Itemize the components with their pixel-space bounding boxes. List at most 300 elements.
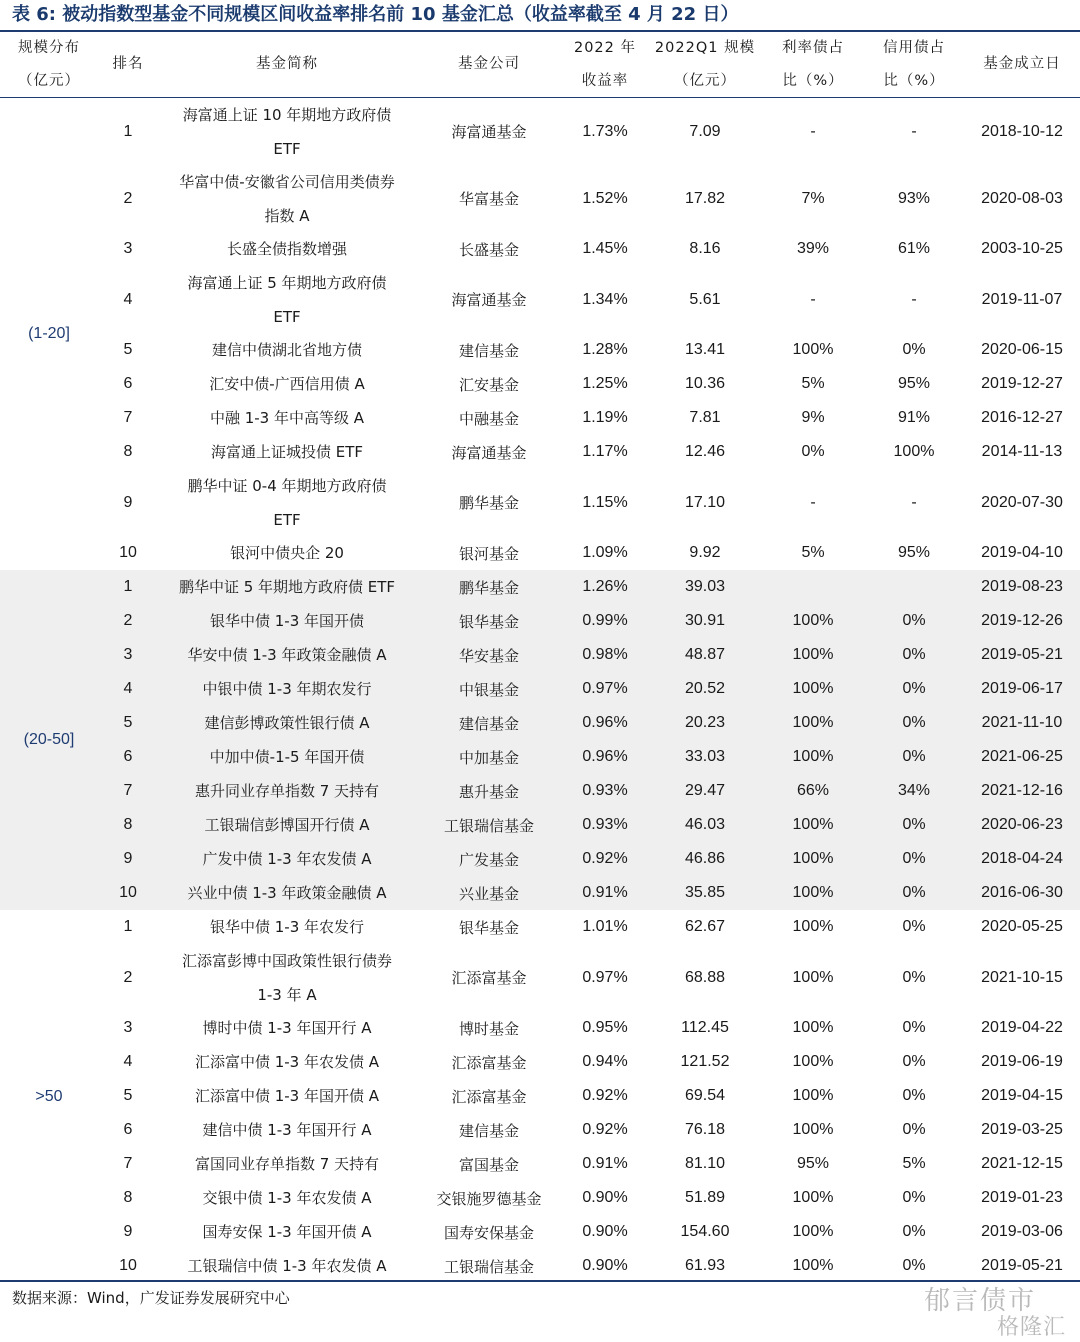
rank-cell: 1 [123,122,133,140]
rank-cell: 10 [119,1257,137,1274]
return-cell: 1.19% [582,409,628,426]
fund-name-lines [204,808,369,842]
table-row [0,1215,1080,1249]
credit-bond-cell: 0% [902,1223,926,1240]
rate-bond-cell: 100% [792,646,834,663]
size-cell: 39.03 [684,578,726,595]
credit-bond-cell: 61% [897,240,931,257]
fund-name-line: 银华中债 1-3 年国开债 [209,612,365,630]
inception-date-cell: 2021-06-25 [981,748,1063,765]
fund-name-lines [212,333,362,367]
company-cell: 广发基金 [458,850,519,869]
rate-bond-cell: 100% [792,1223,834,1240]
credit-bond-cell: 95% [897,375,931,392]
company-cell: 博时基金 [458,1019,519,1038]
header-fund-name: 基金简称 [256,56,318,72]
return-cell: 0.94% [582,1053,628,1070]
fund-name-line: 建信彭博政策性银行债 A [204,714,370,732]
inception-date-cell: 2019-04-22 [981,1019,1063,1036]
credit-bond-cell: 0% [902,850,926,867]
fund-name-line: 长盛全债指数增强 [226,240,347,258]
fund-name-cell [158,401,416,435]
company-cell: 交银施罗德基金 [436,1189,542,1208]
fund-name-cell [158,672,416,706]
fund-name-lines [204,706,369,740]
header-scale [0,32,98,97]
watermark-line2: 格隆汇 [996,1315,1066,1340]
fund-name-cell [158,333,416,367]
fund-name-cell [158,266,416,333]
fund-name-lines [183,98,392,166]
return-cell: 0.92% [582,1087,628,1104]
return-cell: 0.90% [582,1223,628,1240]
header-company: 基金公司 [458,56,520,72]
table-row [0,266,1080,333]
table-row [0,165,1080,232]
return-cell: 0.99% [582,612,628,629]
company-cell: 中银基金 [458,680,519,699]
size-cell: 7.81 [689,409,721,426]
rank-cell: 8 [123,816,133,833]
rank-cell: 4 [123,1053,133,1070]
header-inception-date: 基金成立日 [983,56,1061,72]
table-row [0,944,1080,1011]
table-row [0,1181,1080,1215]
return-cell: 0.97% [582,968,628,986]
credit-bond-cell: 91% [897,409,931,426]
size-cell: 46.03 [684,816,726,833]
fund-name-line: 兴业中债 1-3 年政策金融债 A [187,884,387,902]
return-cell: 1.34% [582,290,628,308]
table-row [0,604,1080,638]
fund-name-lines [210,910,364,944]
inception-date-cell: 2020-06-15 [981,341,1063,358]
rate-bond-cell: 100% [792,1053,834,1070]
fund-name-lines [202,1011,371,1045]
fund-name-lines [202,1113,371,1147]
table-row [0,740,1080,774]
fund-name-lines [202,842,371,876]
fund-name-lines [202,1181,371,1215]
inception-date-cell: 2020-05-25 [981,918,1063,935]
inception-date-cell: 2019-12-27 [981,375,1063,392]
rank-cell: 8 [123,443,133,460]
size-cell: 76.18 [684,1121,726,1138]
credit-bond-cell: 0% [902,1087,926,1104]
inception-date-cell: 2019-08-23 [981,578,1063,595]
fund-name-cell [158,944,416,1011]
fund-name-line: 惠升同业存单指数 7 天持有 [194,782,380,800]
company-cell: 建信基金 [458,341,519,360]
fund-name-cell [158,1011,416,1045]
return-cell: 0.95% [582,1019,628,1036]
return-cell: 1.15% [582,493,628,511]
fund-name-line: 中融 1-3 年中高等级 A [209,409,365,427]
rank-cell: 2 [123,189,133,207]
credit-bond-cell: 0% [902,680,926,697]
rank-cell: 5 [123,341,133,358]
inception-date-cell: 2019-12-26 [981,612,1063,629]
return-cell: 0.98% [582,646,628,663]
fund-name-line: 国寿安保 1-3 年国开债 A [202,1223,372,1241]
fund-name-cell [158,165,416,232]
credit-bond-cell: - [911,290,917,308]
table-row [0,842,1080,876]
inception-date-cell: 2019-03-25 [981,1121,1063,1138]
header-return-line1: 2022 年 [573,39,636,56]
fund-name-line: 建信中债湖北省地方债 [211,341,362,359]
fund-name-cell [158,774,416,808]
rank-cell: 1 [123,578,133,595]
rank-cell: 10 [119,884,137,901]
company-cell: 兴业基金 [458,884,519,903]
table-row [0,808,1080,842]
fund-name-lines [187,638,386,672]
group-label: (20-50] [23,731,75,748]
header-size-line2: （亿元） [674,72,736,89]
fund-name-line: 汇安中债-广西信用债 A [209,375,365,393]
fund-name-cell [158,98,416,165]
credit-bond-cell: - [911,122,917,140]
rank-cell: 3 [123,240,133,257]
company-cell: 海富通基金 [451,291,527,309]
size-cell: 68.88 [684,968,726,986]
group-label: (1-20] [28,325,70,342]
table-row [0,910,1080,944]
table-row [0,638,1080,672]
rate-bond-cell: 5% [801,544,825,561]
fund-name-line: 海富通上证 5 年期地方政府债 [187,273,387,292]
rate-bond-cell: 39% [796,240,830,257]
rate-bond-cell: 100% [792,1257,834,1274]
fund-name-line: 工银瑞信彭博国开行债 A [204,816,370,834]
credit-bond-cell: 0% [902,1053,926,1070]
rank-cell: 2 [123,968,133,986]
fund-name-line: 富国同业存单指数 7 天持有 [194,1155,380,1173]
size-cell: 62.67 [684,918,726,935]
size-cell: 29.47 [684,782,726,799]
fund-name-lines [210,604,364,638]
fund-name-cell [158,570,416,604]
rate-bond-cell: 100% [792,1121,834,1138]
return-cell: 1.01% [582,918,628,935]
header-size-line1: 2022Q1 规模 [654,39,756,56]
group-label: >50 [35,1087,63,1105]
fund-name-line: 银华中债 1-3 年农发行 [209,918,365,936]
rank-cell: 2 [123,612,133,629]
company-cell: 汇添富基金 [451,1053,527,1072]
table-row [0,536,1080,570]
company-cell: 汇安基金 [458,375,519,394]
table-row [0,672,1080,706]
fund-name-lines [179,570,395,604]
fund-name-line: 鹏华中证 0-4 年期地方政府债 [187,476,387,495]
rate-bond-cell: 7% [801,189,825,207]
company-cell: 惠升基金 [458,782,519,801]
fund-name-lines [211,435,363,469]
company-cell: 长盛基金 [458,240,519,259]
rate-bond-cell: 5% [801,375,825,392]
rate-bond-cell: 100% [792,1087,834,1104]
fund-name-lines [179,165,394,233]
credit-bond-cell: 0% [902,646,926,663]
fund-name-cell [158,469,416,536]
inception-date-cell: 2019-03-06 [981,1223,1063,1240]
inception-date-cell: 2018-10-12 [981,122,1063,140]
size-cell: 35.85 [684,884,726,901]
size-cell: 20.23 [684,714,726,731]
inception-date-cell: 2019-01-23 [981,1189,1063,1206]
table-row [0,469,1080,536]
inception-date-cell: 2019-11-07 [981,290,1063,308]
table-row [0,1079,1080,1113]
table-row [0,1045,1080,1079]
rank-cell: 3 [123,646,133,663]
company-cell: 鹏华基金 [458,578,519,597]
table-row [0,1249,1080,1283]
fund-name-line: 华富中债-安徽省公司信用类债券 [179,172,395,191]
table-row [0,1113,1080,1147]
header-scale-line1: 规模分布 [18,39,80,56]
fund-name-line: 汇添富彭博中国政策性银行债券 [181,951,392,970]
inception-date-cell: 2019-04-15 [981,1087,1063,1104]
size-cell: 121.52 [680,1053,730,1070]
inception-date-cell: 2021-10-15 [981,968,1063,986]
rank-cell: 3 [123,1019,133,1036]
rank-cell: 9 [123,850,133,867]
company-cell: 银河基金 [458,544,519,563]
size-cell: 9.92 [689,544,721,561]
inception-date-cell: 2016-06-30 [981,884,1063,901]
rate-bond-cell: 100% [792,680,834,697]
fund-name-cell [158,638,416,672]
rank-cell: 9 [123,1223,133,1240]
size-cell: 5.61 [689,290,721,308]
credit-bond-cell: 0% [902,1189,926,1206]
rate-bond-cell: 100% [792,1019,834,1036]
header-size [648,32,762,97]
rank-cell: 10 [119,544,137,561]
return-cell: 1.26% [582,578,628,595]
company-cell: 中加基金 [458,748,519,767]
fund-name-line: 博时中债 1-3 年国开行 A [202,1019,372,1037]
rank-cell: 6 [123,1121,133,1138]
size-cell: 154.60 [680,1223,730,1240]
fund-name-cell [158,706,416,740]
fund-name-lines [209,367,364,401]
rate-bond-cell: 100% [792,884,834,901]
fund-name-cell [158,435,416,469]
rate-bond-cell: 100% [792,341,834,358]
rank-cell: 5 [123,1087,133,1104]
return-cell: 1.09% [582,544,628,561]
fund-name-line: ETF [273,307,301,326]
credit-bond-cell: 0% [902,918,926,935]
fund-name-lines [210,401,364,435]
fund-name-cell [158,232,416,266]
size-cell: 51.89 [684,1189,726,1206]
rank-cell: 7 [123,782,133,799]
header-rank: 排名 [112,56,144,72]
return-cell: 1.45% [582,240,628,257]
return-cell: 1.28% [582,341,628,358]
fund-name-lines [187,1249,386,1283]
company-cell: 华安基金 [458,646,519,665]
rate-bond-cell: 100% [792,816,834,833]
company-cell: 鹏华基金 [458,494,519,512]
header-credit-bond [864,32,964,97]
company-cell: 建信基金 [458,1121,519,1140]
company-cell: 银华基金 [458,612,519,631]
credit-bond-cell: 0% [902,816,926,833]
table-row [0,876,1080,910]
size-cell: 112.45 [681,1019,729,1036]
rank-cell: 7 [123,409,133,426]
credit-bond-cell: 0% [902,1019,926,1036]
fund-name-lines [202,672,371,706]
inception-date-cell: 2021-11-10 [981,714,1063,731]
fund-name-cell [158,604,416,638]
size-cell: 69.54 [684,1087,726,1104]
rank-cell: 6 [123,375,133,392]
table-row [0,401,1080,435]
fund-name-line: 中加中债-1-5 年国开债 [209,748,365,766]
credit-bond-cell [864,570,964,604]
inception-date-cell: 2019-06-19 [981,1053,1063,1070]
fund-name-lines [195,1079,379,1113]
credit-bond-cell: 0% [902,968,926,986]
fund-name-line: 工银瑞信中债 1-3 年农发债 A [187,1257,387,1275]
table-row [0,232,1080,266]
table-row [0,435,1080,469]
return-cell: 0.97% [582,680,628,697]
table-header [0,32,1080,97]
size-cell: 12.46 [684,443,726,460]
fund-name-cell [158,1181,416,1215]
credit-bond-cell: - [911,493,917,511]
inception-date-cell: 2019-05-21 [981,646,1063,663]
rate-bond-cell: 100% [792,748,834,765]
fund-name-cell [158,1079,416,1113]
fund-name-line: ETF [273,510,301,529]
credit-bond-cell: 0% [902,1121,926,1138]
fund-name-lines [195,1045,379,1079]
size-cell: 33.03 [684,748,726,765]
header-rate-bond [762,32,864,97]
rate-bond-cell: 100% [792,612,834,629]
size-cell: 17.10 [684,493,726,511]
inception-date-cell: 2020-08-03 [981,189,1063,207]
size-cell: 8.16 [689,240,721,257]
fund-name-cell [158,1215,416,1249]
return-cell: 0.91% [582,884,628,901]
rate-bond-cell [762,570,864,604]
credit-bond-cell: 93% [897,189,931,207]
inception-date-cell: 2019-04-10 [981,544,1063,561]
fund-name-lines [202,1215,371,1249]
company-cell: 海富通基金 [451,123,527,141]
return-cell: 1.73% [582,122,628,140]
fund-name-line: 汇添富中债 1-3 年农发债 A [194,1053,380,1071]
table-row [0,774,1080,808]
header-return [562,32,648,97]
credit-bond-cell: 100% [893,443,935,460]
return-cell: 0.90% [582,1189,628,1206]
fund-name-line: 指数 A [264,206,310,225]
rank-cell: 9 [123,493,133,511]
company-cell: 华富基金 [458,190,519,208]
table-row [0,1147,1080,1181]
company-cell: 汇添富基金 [451,1087,527,1106]
fund-name-cell [158,740,416,774]
fund-name-lines [210,740,365,774]
fund-name-lines [187,876,386,910]
fund-name-line: 海富通上证 10 年期地方政府债 [182,105,392,124]
return-cell: 0.93% [582,782,628,799]
size-cell: 10.36 [684,375,726,392]
inception-date-cell: 2019-05-21 [981,1257,1063,1274]
table-row [0,1011,1080,1045]
fund-name-cell [158,808,416,842]
fund-name-line: 广发中债 1-3 年农发债 A [202,850,372,868]
fund-name-lines [187,266,386,334]
table-row [0,570,1080,604]
watermark [882,1280,1072,1338]
size-cell: 48.87 [684,646,726,663]
source-note: 数据来源：Wind，广发证券发展研究中心 [12,1289,290,1307]
watermark-line1: 郁言债市 [923,1286,1036,1316]
return-cell: 0.96% [582,748,628,765]
return-cell: 1.25% [582,375,628,392]
fund-name-line: 鹏华中证 5 年期地方政府债 ETF [178,578,396,596]
rate-bond-cell: 100% [792,850,834,867]
inception-date-cell: 2016-12-27 [981,409,1063,426]
rate-bond-cell: 100% [792,968,834,986]
company-cell: 汇添富基金 [451,969,527,987]
rank-cell: 1 [123,918,133,935]
company-cell: 建信基金 [458,714,519,733]
table-row [0,98,1080,165]
header-scale-line2: （亿元） [18,72,80,89]
fund-name-cell [158,1147,416,1181]
fund-name-line: 银河中债央企 20 [230,544,344,562]
company-cell: 国寿安保基金 [443,1223,534,1242]
rank-cell: 4 [123,290,133,308]
rate-bond-cell: 100% [792,1189,834,1206]
size-cell: 61.93 [684,1257,726,1274]
header-credit-line1: 信用债占 [883,39,945,56]
fund-name-cell [158,842,416,876]
company-cell: 银华基金 [458,918,519,937]
credit-bond-cell: 0% [902,714,926,731]
inception-date-cell: 2019-06-17 [981,680,1063,697]
inception-date-cell: 2003-10-25 [981,240,1063,257]
inception-date-cell: 2014-11-13 [981,443,1063,460]
size-cell: 7.09 [689,122,721,140]
inception-date-cell: 2020-07-30 [981,493,1063,511]
credit-bond-cell: 34% [897,782,931,799]
header-rate-line2: 比（%） [782,72,844,89]
fund-name-cell [158,876,416,910]
inception-date-cell: 2018-04-24 [981,850,1063,867]
size-cell: 30.91 [684,612,726,629]
fund-name-line: 汇添富中债 1-3 年国开债 A [194,1087,380,1105]
fund-name-lines [182,944,392,1012]
fund-name-line: 1-3 年 A [257,985,317,1004]
fund-name-cell [158,910,416,944]
fund-name-cell [158,1113,416,1147]
header-credit-line2: 比（%） [883,72,945,89]
